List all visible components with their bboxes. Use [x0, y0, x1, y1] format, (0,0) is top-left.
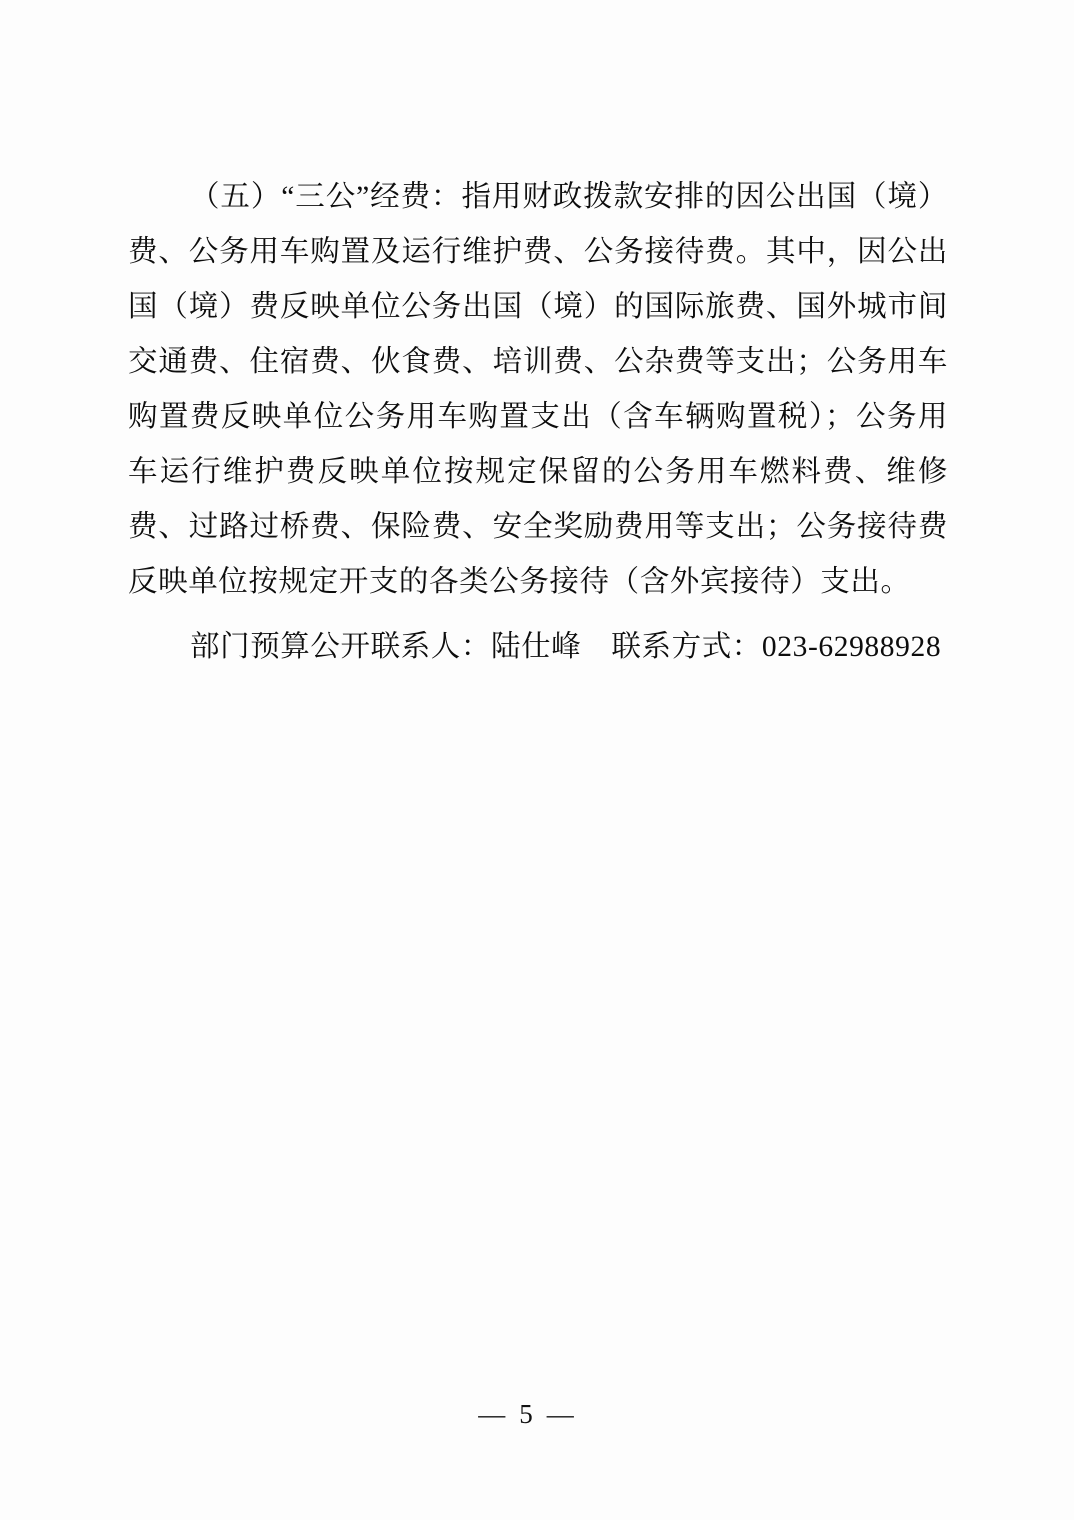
footer-right-dash: —: [546, 1399, 576, 1429]
page-number-value: 5: [519, 1399, 535, 1429]
document-body: [128, 170, 948, 681]
footer-left-dash: —: [478, 1399, 508, 1429]
paragraph-three-public-funds: （五）“三公”经费：指用财政拨款安排的因公出国（境）费、公务用车购置及运行维护费、公务接待费。其中，因公出国（境）费反映单位公务出国（境）的国际旅费、国外城市间交通费、住宿费、伙食费、培训费、公杂费等支出；公务用车购置费反映单位公务用车购置支出（含车辆购置税）；公务用车运行维护费反映单位按规定保留的公务用车燃料费、维修费、过路过桥费、保险费、安全奖励费用等支出；公务接待费反映单位按规定开支的各类公务接待（含外宾接待）支出。: [128, 181, 948, 598]
page-footer: [0, 1399, 1074, 1430]
paragraph-contact-line: 部门预算公开联系人：陆仕峰 联系方式：023-62988928: [190, 631, 942, 663]
